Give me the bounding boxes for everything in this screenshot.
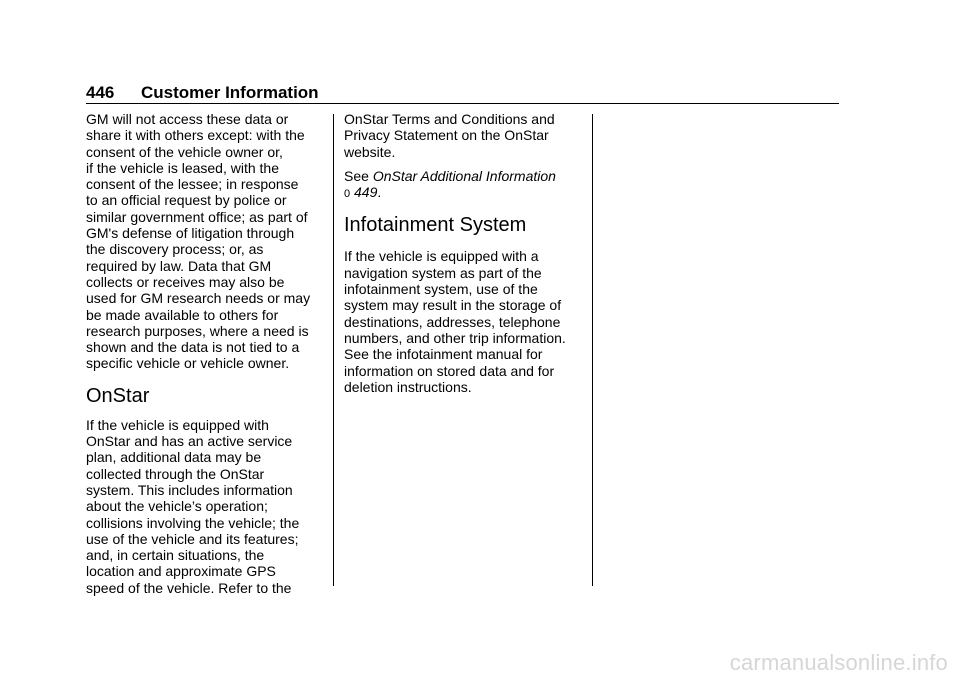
column-2 xyxy=(344,111,580,395)
see-end: . xyxy=(377,184,382,201)
text-line: specific vehicle or vehicle owner. xyxy=(86,355,290,372)
text-line: about the vehicle’s operation; xyxy=(86,498,268,515)
text-line: consent of the lessee; in response xyxy=(86,176,299,193)
text-line: shown and the data is not tied to a xyxy=(86,339,300,356)
text-line: system. This includes information xyxy=(86,481,293,498)
see-reference xyxy=(344,168,580,203)
text-line: See the infotainment manual for xyxy=(344,346,543,363)
text-line: required by law. Data that GM xyxy=(86,257,272,274)
text-line: GM will not access these data or xyxy=(86,111,289,127)
text-line: consent of the vehicle owner or, xyxy=(86,143,283,160)
paragraph-data-access xyxy=(86,111,326,372)
text-line: OnStar Terms and Conditions and xyxy=(344,111,555,127)
text-line: use of the vehicle and its features; xyxy=(86,530,299,547)
text-line: collects or receives may also be xyxy=(86,273,285,290)
paragraph-infotainment xyxy=(344,248,580,395)
onstar-heading: OnStar xyxy=(86,384,150,407)
text-line: the discovery process; or, as xyxy=(86,241,264,258)
text-line: Privacy Statement on the OnStar xyxy=(344,127,549,144)
see-reference-link[interactable]: OnStar Additional Information xyxy=(372,167,556,184)
text-line: website. xyxy=(344,143,396,160)
text-line: GM's defense of litigation through xyxy=(86,225,295,242)
text-line: destinations, addresses, telephone xyxy=(344,313,561,330)
page-header xyxy=(86,82,319,104)
paragraph-onstar-terms xyxy=(344,111,580,160)
see-page-number[interactable]: 449 xyxy=(354,184,378,201)
paragraph-onstar xyxy=(86,417,326,596)
text-line: deletion instructions. xyxy=(344,378,472,395)
text-line: share it with others except: with the xyxy=(86,127,305,144)
text-line: collected through the OnStar xyxy=(86,465,265,482)
text-line: location and approximate GPS xyxy=(86,563,276,580)
page-number: 446 xyxy=(86,83,115,102)
section-title: Customer Information xyxy=(141,83,319,102)
text-line: be made available to others for xyxy=(86,306,279,323)
text-line: system may result in the storage of xyxy=(344,297,562,314)
see-prefix: See xyxy=(344,167,369,184)
text-line: and, in certain situations, the xyxy=(86,547,265,564)
text-line: If the vehicle is equipped with a xyxy=(344,248,539,265)
text-line: used for GM research needs or may xyxy=(86,290,311,307)
infotainment-heading: Infotainment System xyxy=(344,214,527,237)
watermark: carmanualsonline.info xyxy=(729,650,948,675)
column-divider-2 xyxy=(592,114,593,586)
text-line: speed of the vehicle. Refer to the xyxy=(86,579,292,596)
text-line: numbers, and other trip information. xyxy=(344,329,566,346)
header-rule xyxy=(86,103,839,104)
text-line: collisions involving the vehicle; the xyxy=(86,514,300,531)
paragraph-gap xyxy=(344,160,580,168)
column-1 xyxy=(86,111,326,596)
text-line: research purposes, where a need is xyxy=(86,322,309,339)
text-line: if the vehicle is leased, with the xyxy=(86,159,279,176)
text-line: navigation system as part of the xyxy=(344,264,542,281)
text-line: If the vehicle is equipped with xyxy=(86,416,269,433)
column-divider-1 xyxy=(333,114,334,586)
text-line: OnStar and has an active service xyxy=(86,433,293,450)
text-line: plan, additional data may be xyxy=(86,449,262,466)
text-line: information on stored data and for xyxy=(344,362,555,379)
page-ref-arrow-icon: 0 xyxy=(344,188,351,201)
text-line: infotainment system, use of the xyxy=(344,281,538,298)
text-line: to an official request by police or xyxy=(86,192,287,209)
text-line: similar government office; as part of xyxy=(86,208,308,225)
